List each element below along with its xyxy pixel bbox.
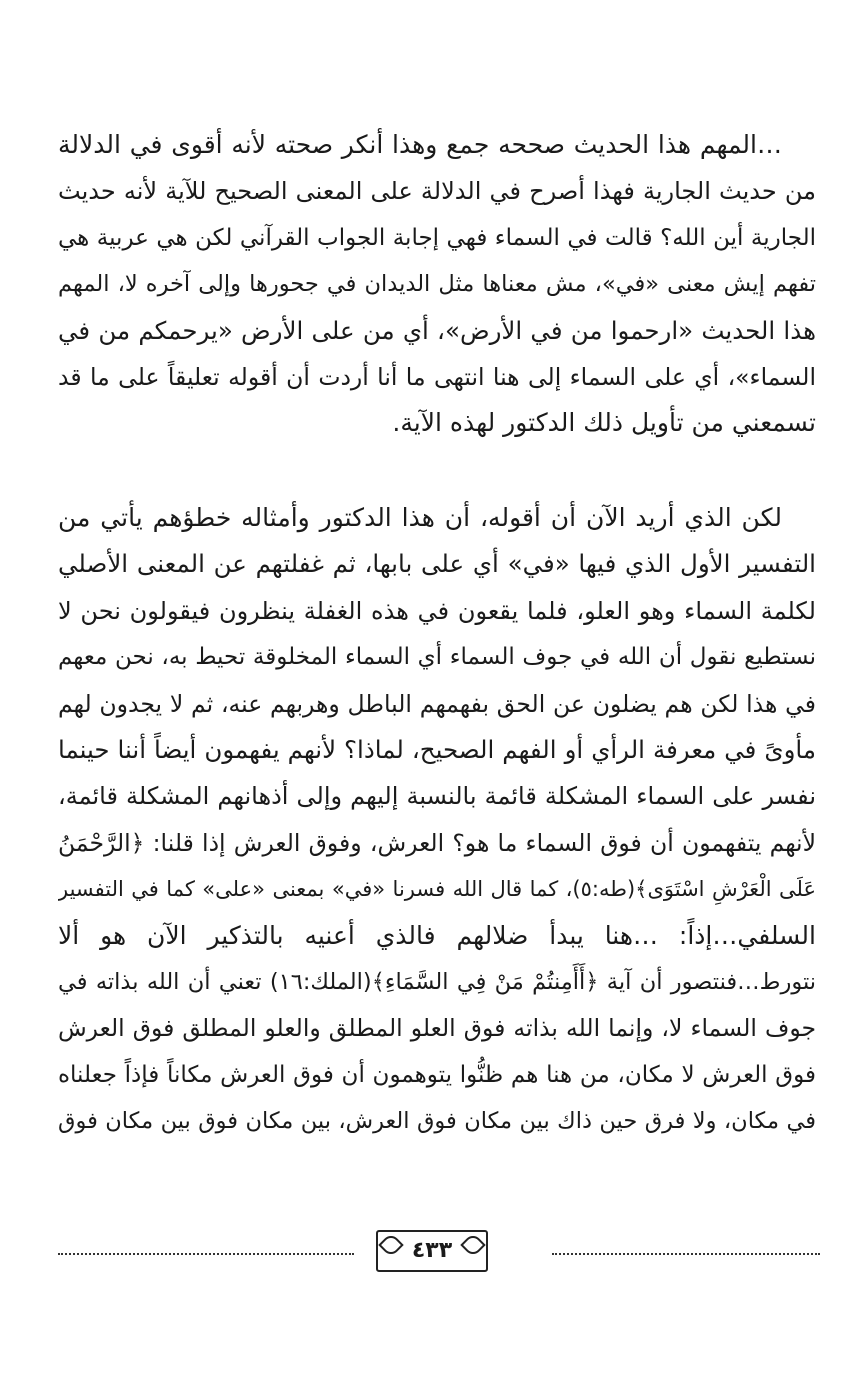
text-line: التفسير الأول الذي فيها «في» أي على بابها، ثم غفلتهم عن المعنى الأصلي xyxy=(58,549,816,579)
text-line: تسمعني من تأويل ذلك الدكتور لهذه الآية. xyxy=(392,408,816,438)
page-number-ornament xyxy=(376,1230,488,1272)
text-line: فوق العرش لا مكان، من هنا هم ظنُّوا يتوهمون أن فوق العرش مكاناً فإذاً جعلناه xyxy=(58,1061,816,1088)
paragraph-1 xyxy=(58,122,816,447)
text-line: السماء»، أي على السماء إلى هنا انتهى ما أنا أردت أن أقوله تعليقاً على ما قد xyxy=(58,362,816,391)
page-footer xyxy=(58,1222,820,1282)
text-line: في مكان، ولا فرق حين ذاك بين مكان فوق العرش، بين مكان فوق بين مكان فوق xyxy=(58,1108,816,1135)
text-line: السلفي…إذاً: …هنا يبدأ ضلالهم فالذي أعنيه بالتذكير الآن هو ألا xyxy=(58,920,816,950)
text-line: نفسر على السماء المشكلة قائمة بالنسبة إليهم وإلى أذهانهم المشكلة قائمة، xyxy=(58,782,816,811)
text-line: في هذا لكن هم يضلون عن الحق بفهمهم الباطل وهربهم عنه، ثم لا يجدون لهم xyxy=(58,689,816,718)
text-line: الجارية أين الله؟ قالت في السماء فهي إجابة الجواب القرآني لكن هي عربية هي xyxy=(58,224,816,251)
text-line: تفهم إيش معنى «في»، مش معناها مثل الديدان في جحورها وإلى آخره لا، المهم xyxy=(58,271,816,298)
text-line: مأوىً في معرفة الرأي أو الفهم الصحيح، لماذا؟ لأنهم يفهمون أيضاً أننا حينما xyxy=(58,734,816,764)
page-number: ٤٣٣ xyxy=(411,1238,453,1263)
footer-rule-right xyxy=(552,1253,820,1255)
paragraph-2 xyxy=(58,495,816,1144)
text-line: هذا الحديث «ارحموا من في الأرض»، أي من على الأرض «يرحمكم من في xyxy=(58,315,816,345)
text-line: نستطيع نقول أن الله في جوف السماء أي السماء المخلوقة تحيط به، نحن معهم xyxy=(58,644,816,671)
text-line: لكن الذي أريد الآن أن أقوله، أن هذا الدكتور وأمثاله خطؤهم يأتي من xyxy=(58,503,782,532)
text-line: جوف السماء لا، وإنما الله بذاته فوق العلو المطلق والعلو المطلق فوق العرش xyxy=(58,1014,816,1043)
footer-rule-left xyxy=(58,1253,354,1255)
text-line: …المهم هذا الحديث صححه جمع وهذا أنكر صحته لأنه أقوى في الدلالة xyxy=(58,130,782,159)
text-line: عَلَى الْعَرْشِ اسْتَوَى﴾(طه:٥)، كما قال الله فسرنا «في» بمعنى «على» كما في التفسير xyxy=(58,877,816,902)
text-line: نتورط…فنتصور أن آية ﴿أَأَمِنتُمْ مَنْ فِي السَّمَاءِ﴾(الملك:١٦) تعني أن الله بذاته في xyxy=(58,968,816,995)
text-line: من حديث الجارية فهذا أصرح في الدلالة على المعنى الصحيح للآية لأنه حديث xyxy=(58,177,816,206)
text-line: لأنهم يتفهمون أن فوق السماء ما هو؟ العرش، وفوق العرش إذا قلنا: ﴿الرَّحْمَنُ xyxy=(58,828,816,857)
text-line: لكلمة السماء وهو العلو، فلما يقعون في هذه الغفلة ينظرون فيقولون نحن لا xyxy=(58,596,816,625)
